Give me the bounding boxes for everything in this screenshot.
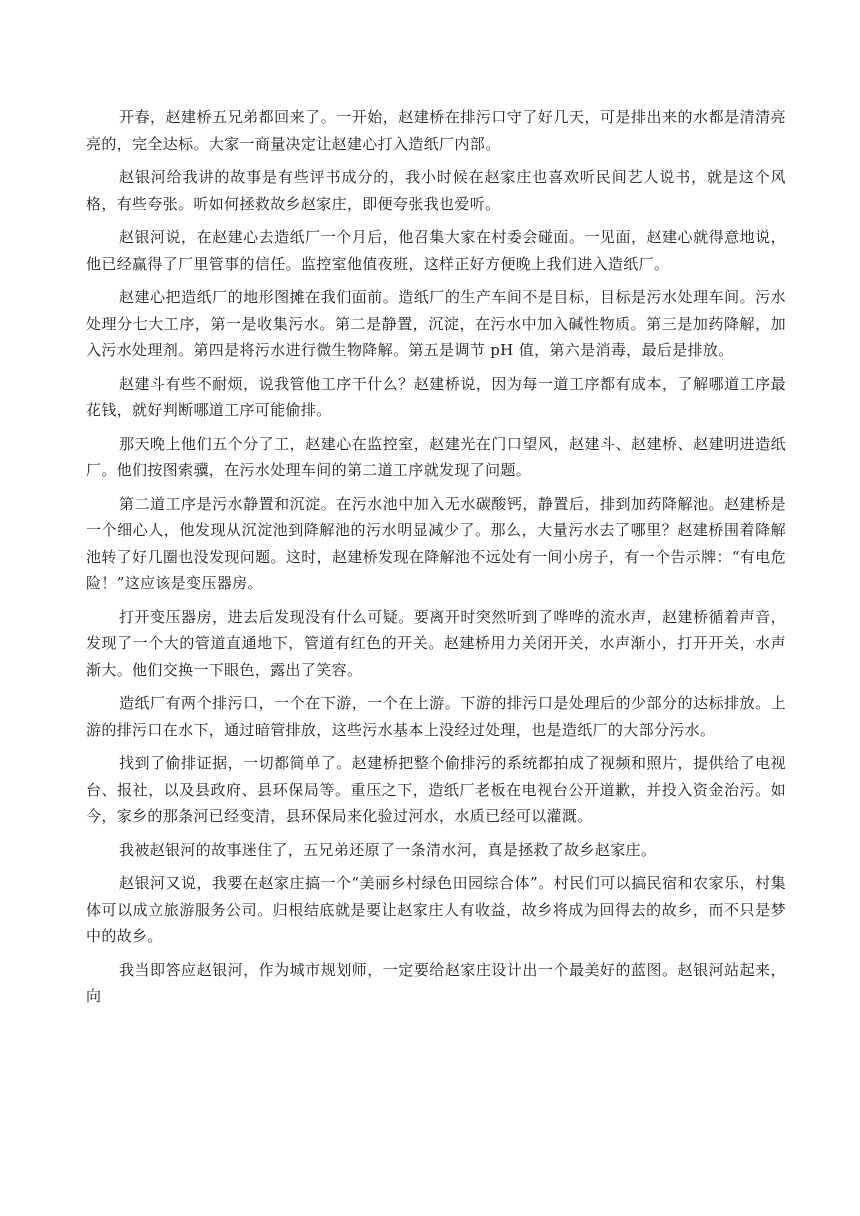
paragraph: 赵建斗有些不耐烦，说我管他工序干什么？赵建桥说，因为每一道工序都有成本，了解哪道工序最花钱，就好判断哪道工序可能偷排。 bbox=[86, 374, 786, 419]
paragraph: 开春，赵建桥五兄弟都回来了。一开始，赵建桥在排污口守了好几天，可是排出来的水都是清清亮亮的，完全达标。大家一商量决定让赵建心打入造纸厂内部。 bbox=[86, 108, 786, 153]
paragraph: 第二道工序是污水静置和沉淀。在污水池中加入无水碳酸钙，静置后，排到加药降解池。赵建桥是一个细心人，他发现从沉淀池到降解池的污水明显减少了。那么，大量污水去了哪里？赵建桥围着降解池转了好几圈也没发现问题。这时，赵建桥发现在降解池不远处有一间小房子，有一个告示牌：“有电危险！”这应该是变压器房。 bbox=[86, 494, 786, 592]
paragraph: 赵银河又说，我要在赵家庄搞一个“美丽乡村绿色田园综合体”。村民们可以搞民宿和农家乐，村集体可以成立旅游服务公司。归根结底就是要让赵家庄人有收益，故乡将成为回得去的故乡，而不只是梦中的故乡。 bbox=[86, 874, 786, 945]
paragraph: 赵银河说，在赵建心去造纸厂一个月后，他召集大家在村委会碰面。一见面，赵建心就得意地说，他已经赢得了厂里管事的信任。监控室他值夜班，这样正好方便晚上我们进入造纸厂。 bbox=[86, 228, 786, 273]
paragraph: 那天晚上他们五个分了工，赵建心在监控室，赵建光在门口望风，赵建斗、赵建桥、赵建明进造纸厂。他们按图索骥，在污水处理车间的第二道工序就发现了问题。 bbox=[86, 434, 786, 479]
paragraph: 找到了偷排证据，一切都简单了。赵建桥把整个偷排污的系统都拍成了视频和照片，提供给了电视台、报社，以及县政府、县环保局等。重压之下，造纸厂老板在电视台公开道歉，并投入资金治污。如今，家乡的那条河已经变清，县环保局来化验过河水，水质已经可以灌溉。 bbox=[86, 754, 786, 825]
paragraph: 我当即答应赵银河，作为城市规划师，一定要给赵家庄设计出一个最美好的蓝图。赵银河站起来，向 bbox=[86, 960, 786, 1005]
paragraph: 赵建心把造纸厂的地形图摊在我们面前。造纸厂的生产车间不是目标，目标是污水处理车间。污水处理分七大工序，第一是收集污水。第二是静置，沉淀，在污水中加入碱性物质。第三是加药降解，加入污水处理剂。第四是将污水进行微生物降解。第五是调节 pH 值，第六是消毒，最后是排放。 bbox=[86, 288, 786, 359]
paragraph: 打开变压器房，进去后发现没有什么可疑。要离开时突然听到了哗哗的流水声，赵建桥循着声音，发现了一个大的管道直通地下，管道有红色的开关。赵建桥用力关闭开关，水声渐小，打开开关，水声渐大。他们交换一下眼色，露出了笑容。 bbox=[86, 607, 786, 679]
document-body bbox=[86, 104, 786, 1017]
paragraph: 造纸厂有两个排污口，一个在下游，一个在上游。下游的排污口是处理后的少部分的达标排放。上游的排污口在水下，通过暗管排放，这些污水基本上没经过处理，也是造纸厂的大部分污水。 bbox=[86, 694, 786, 739]
paragraph: 赵银河给我讲的故事是有些评书成分的，我小时候在赵家庄也喜欢听民间艺人说书，就是这个风格，有些夸张。听如何拯救故乡赵家庄，即便夸张我也爱听。 bbox=[86, 168, 786, 213]
paragraph: 我被赵银河的故事迷住了，五兄弟还原了一条清水河，真是拯救了故乡赵家庄。 bbox=[119, 840, 657, 859]
